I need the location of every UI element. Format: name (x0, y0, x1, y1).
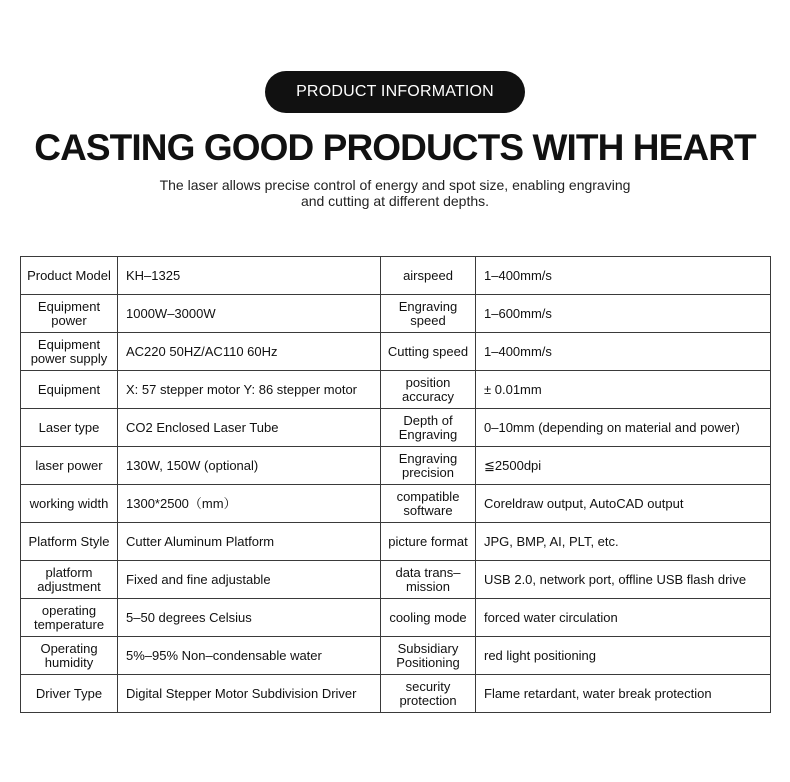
spec-value: 1–400mm/s (476, 257, 771, 295)
table-row (21, 257, 771, 295)
specifications-table-body (21, 257, 771, 713)
spec-label: laser power (21, 447, 118, 485)
spec-value: Flame retardant, water break protection (476, 675, 771, 713)
spec-value: 1–600mm/s (476, 295, 771, 333)
specifications-table (20, 256, 771, 713)
spec-label: working width (21, 485, 118, 523)
spec-value: 0–10mm (depending on material and power) (476, 409, 771, 447)
spec-value: CO2 Enclosed Laser Tube (118, 409, 381, 447)
spec-label: Equipment (21, 371, 118, 409)
spec-label: security protection (381, 675, 476, 713)
spec-label: picture format (381, 523, 476, 561)
spec-value: USB 2.0, network port, offline USB flash drive (476, 561, 771, 599)
spec-value: Cutter Aluminum Platform (118, 523, 381, 561)
table-row (21, 675, 771, 713)
spec-value: KH–1325 (118, 257, 381, 295)
badge-label: PRODUCT INFORMATION (296, 83, 494, 100)
table-row (21, 599, 771, 637)
spec-label: operating temperature (21, 599, 118, 637)
spec-label: Product Model (21, 257, 118, 295)
table-row (21, 447, 771, 485)
spec-label: Engraving precision (381, 447, 476, 485)
table-row (21, 333, 771, 371)
spec-value: 5%–95% Non–condensable water (118, 637, 381, 675)
subtitle-line-1: The laser allows precise control of energy and spot size, enabling engraving (159, 177, 631, 193)
spec-label: Engraving speed (381, 295, 476, 333)
spec-value: 1300*2500（mm） (118, 485, 381, 523)
spec-label: Subsidiary Positioning (381, 637, 476, 675)
spec-value: forced water circulation (476, 599, 771, 637)
spec-value: 1000W–3000W (118, 295, 381, 333)
spec-value: ± 0.01mm (476, 371, 771, 409)
table-row (21, 637, 771, 675)
spec-label: Driver Type (21, 675, 118, 713)
spec-label: Depth of Engraving (381, 409, 476, 447)
page-subtitle (95, 177, 695, 209)
spec-value: 1–400mm/s (476, 333, 771, 371)
product-information-badge (265, 71, 525, 113)
spec-label: Laser type (21, 409, 118, 447)
spec-label: Operating humidity (21, 637, 118, 675)
page-headline: CASTING GOOD PRODUCTS WITH HEART (34, 127, 756, 168)
table-row (21, 371, 771, 409)
spec-value: Coreldraw output, AutoCAD output (476, 485, 771, 523)
spec-label: airspeed (381, 257, 476, 295)
spec-value: red light positioning (476, 637, 771, 675)
table-row (21, 409, 771, 447)
spec-label: data trans– mission (381, 561, 476, 599)
spec-value: 5–50 degrees Celsius (118, 599, 381, 637)
spec-label: platform adjustment (21, 561, 118, 599)
table-row (21, 295, 771, 333)
spec-label: cooling mode (381, 599, 476, 637)
spec-label: compatible software (381, 485, 476, 523)
spec-value: JPG, BMP, AI, PLT, etc. (476, 523, 771, 561)
spec-value: Digital Stepper Motor Subdivision Driver (118, 675, 381, 713)
spec-value: X: 57 stepper motor Y: 86 stepper motor (118, 371, 381, 409)
spec-value: Fixed and fine adjustable (118, 561, 381, 599)
spec-label: Cutting speed (381, 333, 476, 371)
table-row (21, 485, 771, 523)
spec-label: Platform Style (21, 523, 118, 561)
spec-value: AC220 50HZ/AC110 60Hz (118, 333, 381, 371)
spec-label: position accuracy (381, 371, 476, 409)
spec-label: Equipment power (21, 295, 118, 333)
spec-value: ≦2500dpi (476, 447, 771, 485)
spec-label: Equipment power supply (21, 333, 118, 371)
spec-value: 130W, 150W (optional) (118, 447, 381, 485)
table-row (21, 561, 771, 599)
table-row (21, 523, 771, 561)
subtitle-line-2: and cutting at different depths. (300, 193, 490, 209)
